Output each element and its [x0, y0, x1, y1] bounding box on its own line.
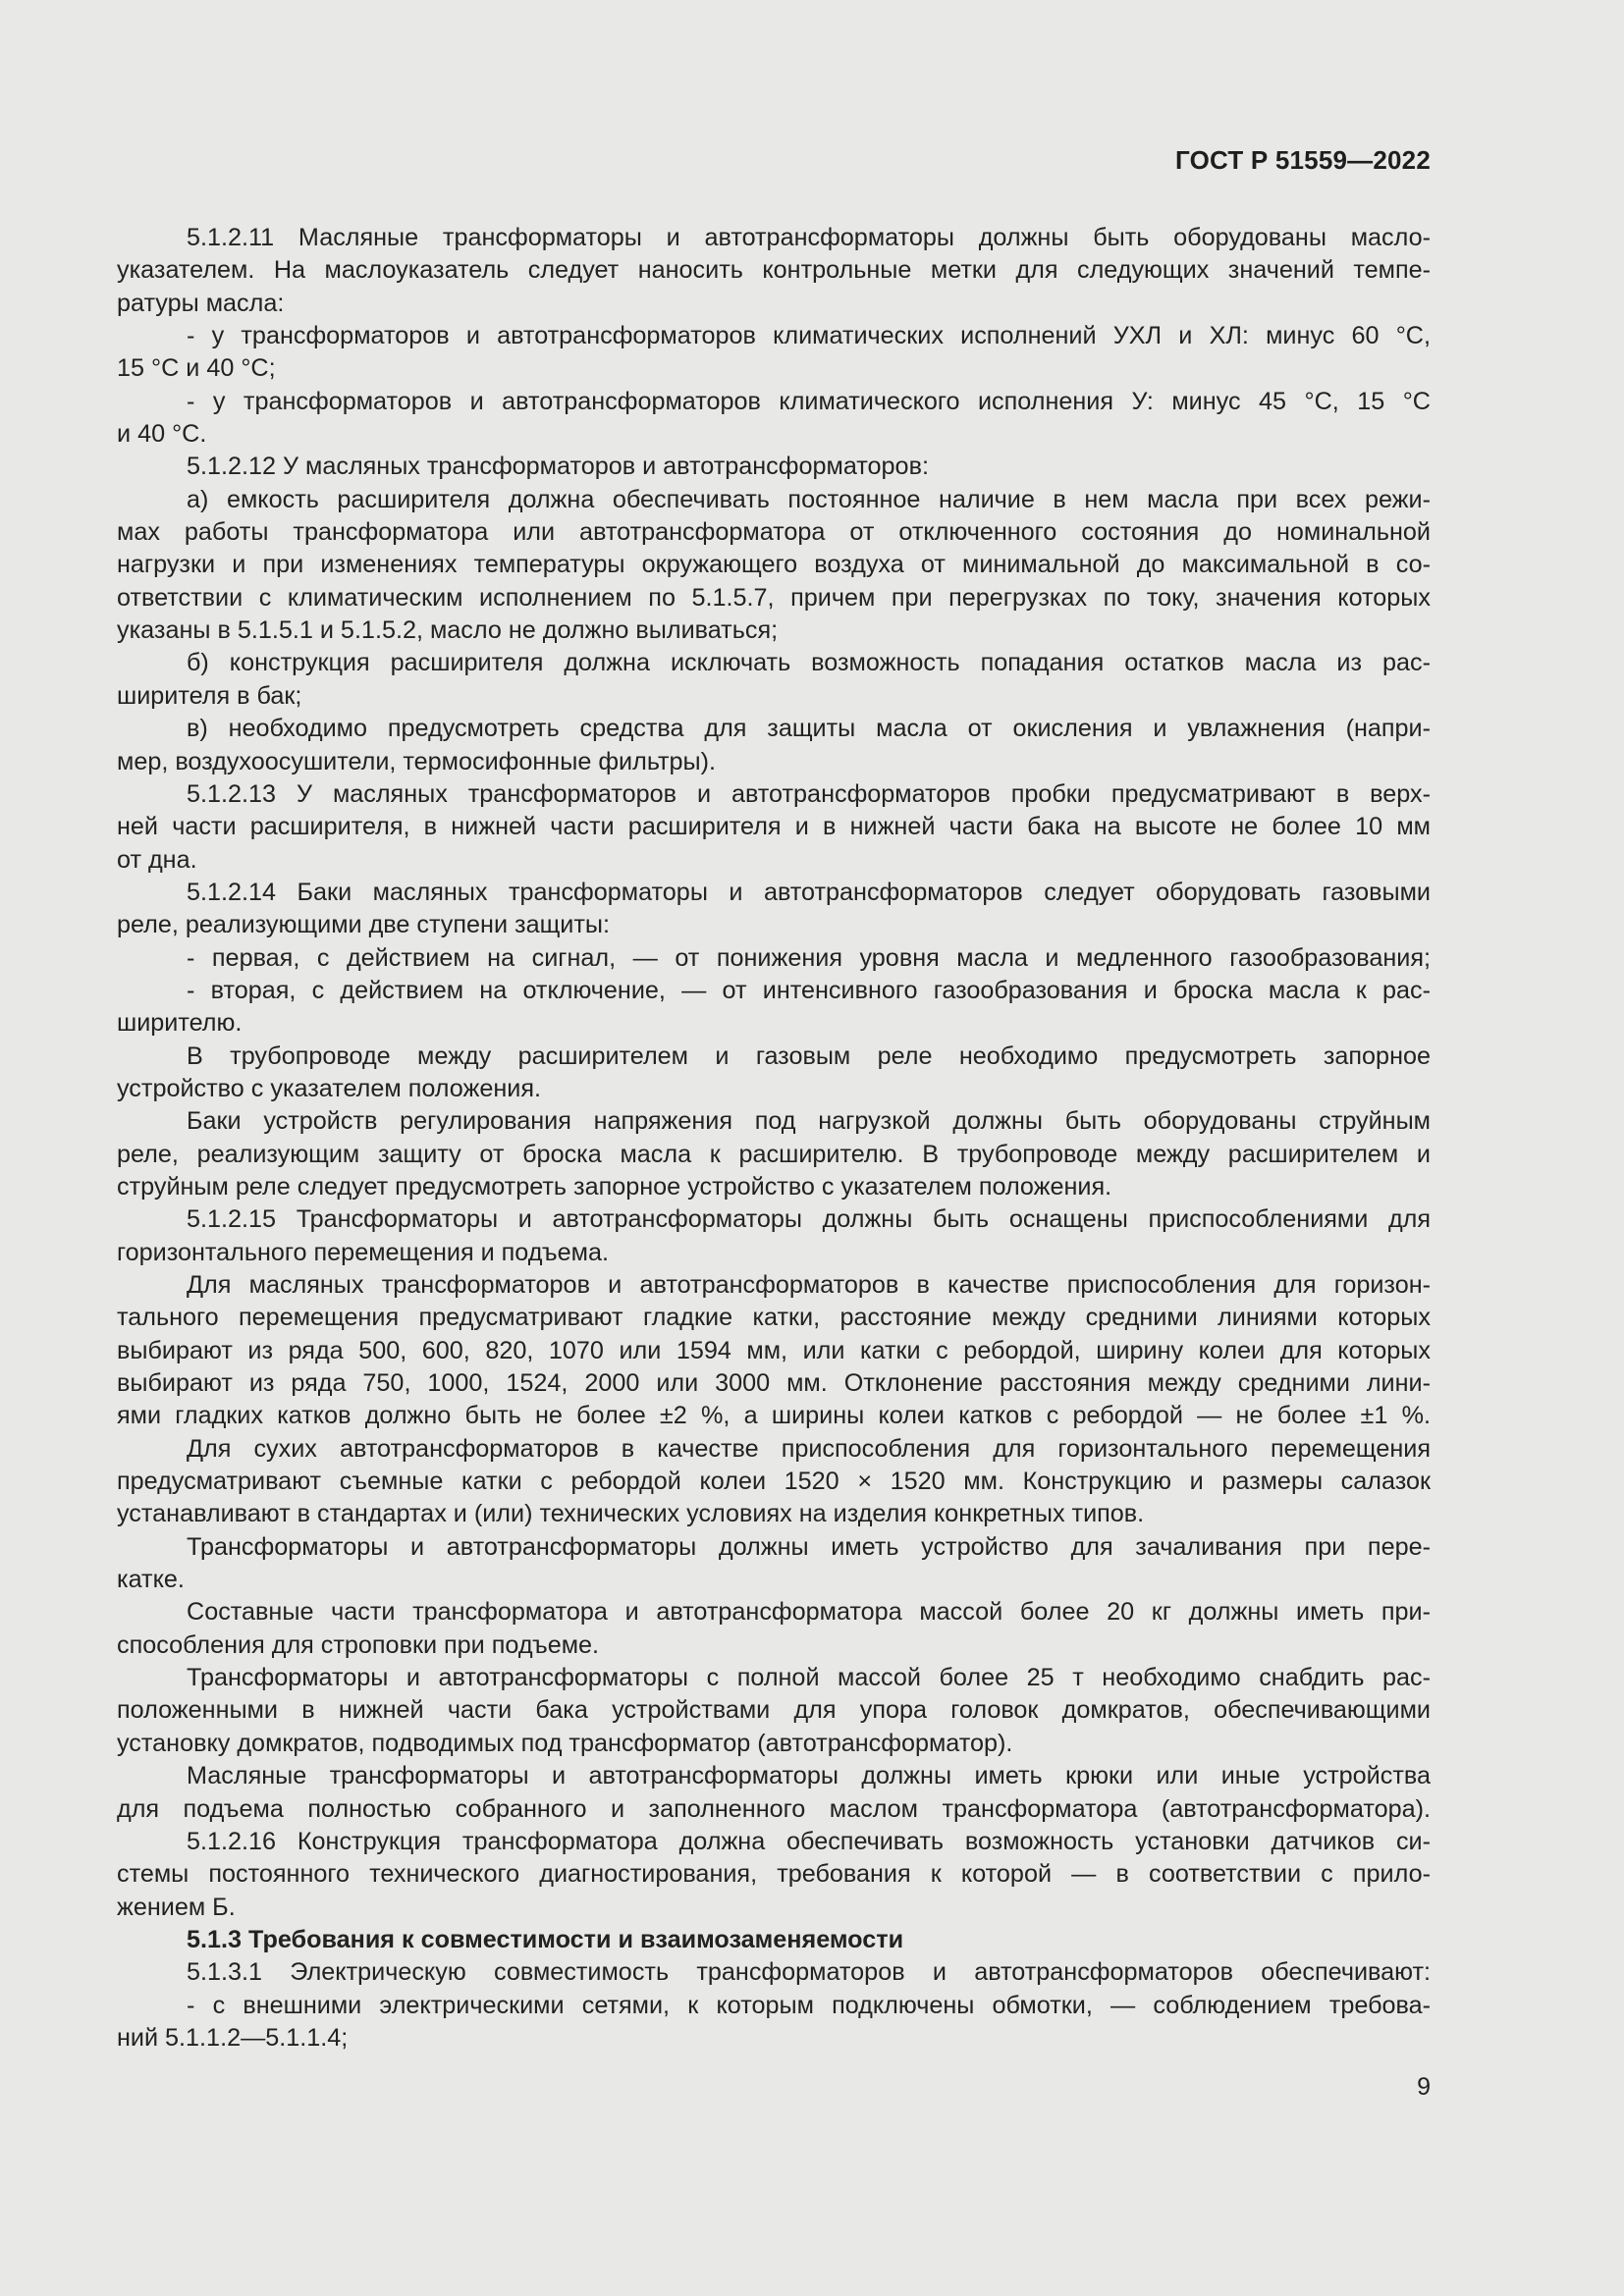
text-line: - у трансформаторов и автотрансформаторов климатических исполнений УХЛ и ХЛ: минус 60 °С,	[187, 322, 1431, 350]
text-line: нагрузки и при изменениях температуры окружающего воздуха от минимальной до максимальной в со-	[117, 551, 1431, 579]
text-line: - вторая, с действием на отключение, — от интенсивного газообразования и броска масла к рас-	[187, 976, 1431, 1004]
document-body	[117, 222, 1431, 2055]
text-line: а) емкость расширителя должна обеспечивать постоянное наличие в нем масла при всех режи-	[187, 485, 1431, 513]
section-heading: 5.1.3 Требования к совместимости и взаимозаменяемости	[187, 1925, 904, 1953]
document-header: ГОСТ Р 51559—2022	[1175, 145, 1431, 175]
text-line: 5.1.2.11 Масляные трансформаторы и автотрансформаторы должны быть оборудованы масло-	[187, 224, 1431, 251]
text-line: катке.	[117, 1566, 185, 1594]
text-line: ями гладких катков должно быть не более ±2 %, а ширины колеи катков с ребордой — не более ±1 %.	[117, 1402, 1431, 1430]
text-line: жением Б.	[117, 1893, 236, 1921]
text-line: ней части расширителя, в нижней части расширителя и в нижней части бака на высоте не более 10 мм	[117, 813, 1431, 841]
text-line: в) необходимо предусмотреть средства для защиты масла от окисления и увлажнения (напри-	[187, 715, 1431, 743]
text-line: устанавливают в стандартах и (или) технических условиях на изделия конкретных типов.	[117, 1500, 1145, 1528]
text-line: ответствии с климатическим исполнением по 5.1.5.7, причем при перегрузках по току, значения которых	[117, 583, 1431, 612]
text-line: способления для строповки при подъеме.	[117, 1630, 600, 1659]
text-line: установку домкратов, подводимых под трансформатор (автотрансформатор).	[117, 1729, 1013, 1757]
text-line: реле, реализующим защиту от броска масла к расширителю. В трубопроводе между расширителем и	[117, 1140, 1431, 1168]
text-line: указаны в 5.1.5.1 и 5.1.5.2, масло не должно выливаться;	[117, 616, 779, 645]
text-line: от дна.	[117, 845, 197, 874]
text-line: 5.1.2.15 Трансформаторы и автотрансформаторы должны быть оснащены приспособлениями для	[187, 1205, 1431, 1234]
text-line: реле, реализующими две ступени защиты:	[117, 911, 611, 939]
text-line: Трансформаторы и автотрансформаторы с полной массой более 25 т необходимо снабдить рас-	[187, 1664, 1431, 1692]
text-line: устройство с указателем положения.	[117, 1074, 541, 1102]
text-line: 5.1.2.12 У масляных трансформаторов и автотрансформаторов:	[187, 453, 929, 481]
text-line: мер, воздухоосушители, термосифонные фильтры).	[117, 747, 717, 775]
text-line: Баки устройств регулирования напряжения под нагрузкой должны быть оборудованы струйным	[187, 1107, 1431, 1136]
text-line: Составные части трансформатора и автотрансформатора массой более 20 кг должны иметь при-	[187, 1598, 1431, 1627]
text-line: - у трансформаторов и автотрансформаторов климатического исполнения У: минус 45 °С, 15 °С	[187, 387, 1431, 415]
text-line: 15 °С и 40 °С;	[117, 354, 276, 383]
text-line: 5.1.2.14 Баки масляных трансформаторы и автотрансформаторов следует оборудовать газовыми	[187, 878, 1431, 906]
text-line: струйным реле следует предусмотреть запорное устройство с указателем положения.	[117, 1172, 1112, 1201]
text-line: 5.1.2.13 У масляных трансформаторов и автотрансформаторов пробки предусматривают в верх-	[187, 779, 1431, 808]
text-line: 5.1.3.1 Электрическую совместимость трансформаторов и автотрансформаторов обеспечивают:	[187, 1958, 1431, 1987]
text-line: Для сухих автотрансформаторов в качестве приспособления для горизонтального перемещения	[187, 1434, 1431, 1463]
text-line: стемы постоянного технического диагностирования, требования к которой — в соответствии с прило-	[117, 1860, 1431, 1889]
text-line: - с внешними электрическими сетями, к которым подключены обмотки, — соблюдением требова-	[187, 1991, 1431, 2019]
text-line: мах работы трансформатора или автотрансформатора от отключенного состояния до номинальной	[117, 518, 1431, 547]
text-line: Масляные трансформаторы и автотрансформаторы должны иметь крюки или иные устройства	[187, 1762, 1431, 1790]
text-line: указателем. На маслоуказатель следует наносить контрольные метки для следующих значений темпе-	[117, 256, 1431, 285]
text-line: ний 5.1.1.2—5.1.1.4;	[117, 2023, 349, 2052]
text-line: и 40 °С.	[117, 420, 207, 449]
text-line: горизонтального перемещения и подъема.	[117, 1238, 609, 1266]
text-line: для подъема полностью собранного и заполненного маслом трансформатора (автотрансформатора).	[117, 1794, 1431, 1823]
text-line: предусматривают съемные катки с ребордой колеи 1520 × 1520 мм. Конструкцию и размеры салазок	[117, 1468, 1431, 1496]
text-line: 5.1.2.16 Конструкция трансформатора должна обеспечивать возможность установки датчиков си-	[187, 1827, 1431, 1855]
text-line: Для масляных трансформаторов и автотрансформаторов в качестве приспособления для горизон-	[187, 1271, 1431, 1299]
text-line: ширителю.	[117, 1009, 243, 1038]
text-line: тального перемещения предусматривают гладкие катки, расстояние между средними линиями которых	[117, 1304, 1431, 1332]
text-line: ширителя в бак;	[117, 681, 302, 710]
text-line: Трансформаторы и автотрансформаторы должны иметь устройство для зачаливания при пере-	[187, 1532, 1431, 1561]
text-line: - первая, с действием на сигнал, — от понижения уровня масла и медленного газообразования;	[187, 943, 1431, 972]
text-line: положенными в нижней части бака устройствами для упора головок домкратов, обеспечивающими	[117, 1696, 1431, 1725]
page-number: 9	[1417, 2073, 1431, 2101]
text-line: ратуры масла:	[117, 289, 285, 317]
text-line: выбирают из ряда 500, 600, 820, 1070 или 1594 мм, или катки с ребордой, ширину колеи для которых	[117, 1336, 1431, 1364]
text-line: выбирают из ряда 750, 1000, 1524, 2000 или 3000 мм. Отклонение расстояния между средними лини-	[117, 1369, 1431, 1398]
text-line: В трубопроводе между расширителем и газовым реле необходимо предусмотреть запорное	[187, 1041, 1431, 1070]
text-line: б) конструкция расширителя должна исключать возможность попадания остатков масла из рас-	[187, 649, 1431, 677]
